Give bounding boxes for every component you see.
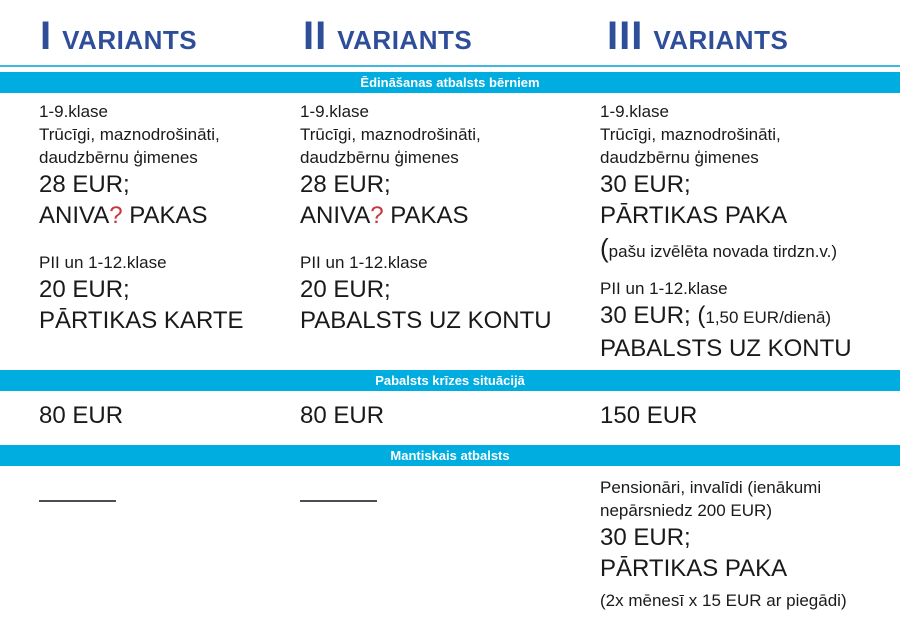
support-form: [39, 200, 244, 231]
grade-label: PII un 1-12.klase: [600, 279, 728, 298]
section-band-material-support: Mantiskais atbalsts: [0, 445, 900, 466]
header-divider: [0, 65, 900, 67]
support-form: PABALSTS UZ KONTU: [600, 335, 852, 362]
support-form-text: ANIVA: [39, 202, 110, 229]
store-note: [600, 231, 852, 269]
variant-numeral: II: [303, 14, 328, 58]
eligibility-text: Trūcīgi, maznodrošināti,: [300, 125, 481, 144]
grade-label: 1-9.klase: [300, 102, 369, 121]
meal-support-variant-3: [600, 100, 852, 364]
delivery-note: (2x mēnesī x 15 EUR ar piegādi): [600, 591, 847, 610]
crisis-benefit-variant-2: 80 EUR: [300, 402, 385, 429]
daily-rate: 1,50 EUR/dienā): [705, 308, 832, 327]
eligibility-text: daudzbērnu ģimenes: [600, 148, 759, 167]
section-band-meal-support: Ēdināšanas atbalsts bērniem: [0, 72, 900, 93]
eligibility-text: Trūcīgi, maznodrošināti,: [39, 125, 220, 144]
variant-label: VARIANTS: [62, 25, 198, 55]
grade-label: 1-9.klase: [39, 102, 108, 121]
grade-label: PII un 1-12.klase: [39, 253, 167, 272]
amount: 30 EUR;: [600, 524, 691, 551]
grade-label: PII un 1-12.klase: [300, 253, 428, 272]
grade-label: 1-9.klase: [600, 102, 669, 121]
meal-support-variant-1: [39, 100, 244, 336]
variant-3-header: [607, 14, 788, 62]
amount: 28 EUR;: [300, 171, 391, 198]
material-support-variant-3: [600, 476, 847, 618]
crisis-benefit-variant-1: 80 EUR: [39, 402, 124, 429]
crisis-benefit-variant-3: 150 EUR: [600, 402, 698, 429]
eligibility-text: Pensionāri, invalīdi (ienākumi: [600, 478, 822, 497]
amount: [600, 300, 852, 333]
question-mark: ?: [370, 202, 384, 229]
support-form: [300, 200, 552, 231]
empty-dash-variant-1: [39, 500, 116, 502]
support-form-text: ANIVA: [300, 202, 371, 229]
variant-2-header: [303, 14, 472, 62]
eligibility-text: daudzbērnu ģimenes: [39, 148, 198, 167]
paren: (: [600, 233, 609, 263]
variant-label: VARIANTS: [337, 25, 473, 55]
amount: 20 EUR;: [39, 276, 130, 303]
question-mark: ?: [109, 202, 123, 229]
support-form: PĀRTIKAS PAKA: [600, 202, 788, 229]
variant-1-header: [40, 14, 197, 62]
variant-numeral: I: [40, 14, 53, 58]
amount: 30 EUR;: [600, 171, 691, 198]
support-form: PĀRTIKAS PAKA: [600, 555, 788, 582]
amount: 20 EUR;: [300, 276, 391, 303]
variant-label: VARIANTS: [653, 25, 789, 55]
variant-numeral: III: [607, 14, 644, 58]
eligibility-text: Trūcīgi, maznodrošināti,: [600, 125, 781, 144]
support-form: PĀRTIKAS KARTE: [39, 307, 244, 334]
meal-support-variant-2: [300, 100, 552, 336]
eligibility-text: nepārsniedz 200 EUR): [600, 501, 772, 520]
support-form-text: PAKAS: [383, 202, 469, 229]
support-form: PABALSTS UZ KONTU: [300, 307, 552, 334]
empty-dash-variant-2: [300, 500, 377, 502]
amount: 28 EUR;: [39, 171, 130, 198]
amount-text: 30 EUR;: [600, 302, 698, 329]
paren: (: [697, 302, 706, 329]
section-band-crisis-benefit: Pabalsts krīzes situācijā: [0, 370, 900, 391]
eligibility-text: daudzbērnu ģimenes: [300, 148, 459, 167]
support-form-text: PAKAS: [122, 202, 208, 229]
store-note-text: pašu izvēlēta novada tirdzn.v.): [608, 242, 838, 261]
